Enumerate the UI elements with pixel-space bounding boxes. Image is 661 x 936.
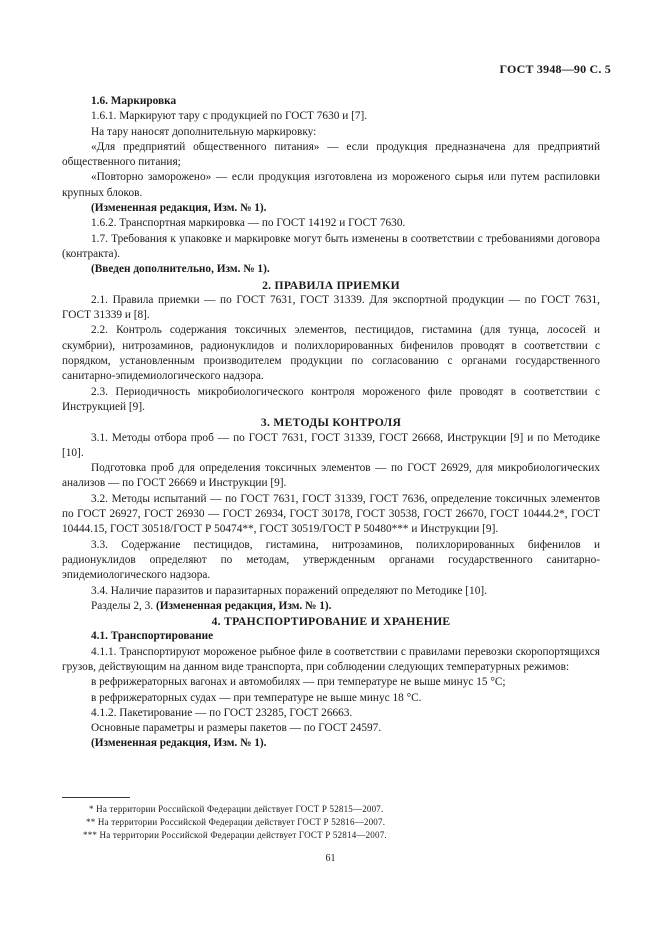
paragraph: 4.1.2. Пакетирование — по ГОСТ 23285, ГОСТ 26663. [91,706,353,719]
paragraph: 3.1. Методы отбора проб — по ГОСТ 7631, ГОСТ 31339, ГОСТ 26668, Инструкции [9] и по Методике [10]. [62,431,600,459]
document-body [62,94,600,752]
paragraph: 1.6.1. Маркируют тару с продукцией по ГОСТ 7630 и [7]. [91,110,368,123]
paragraph: в рефрижераторных судах — при температуре не выше минус 18 °С. [91,691,422,704]
paragraph: «Повторно заморожено» — если продукция изготовлена из мороженого сырья или путем распиловки крупных блоков. [62,171,600,199]
paragraph [62,599,600,614]
amendment-note: (Измененная редакция, Изм. № 1). [155,599,332,612]
amendment-note: (Измененная редакция, Изм. № 1). [91,737,267,750]
footnote: *** На территории Российской Федерации действует ГОСТ Р 52814—2007. [83,830,387,840]
section-title: 4. ТРАНСПОРТИРОВАНИЕ И ХРАНЕНИЕ [211,615,451,629]
running-header: ГОСТ 3948—90 С. 5 [499,62,611,76]
paragraph: 2.1. Правила приемки — по ГОСТ 7631, ГОСТ 31339. Для экспортной продукции — по ГОСТ 7631, ГОСТ 31339 и [8]. [62,293,600,322]
subsection-heading: 4.1. Транспортирование [91,630,214,643]
paragraph: 3.4. Наличие паразитов и паразитарных поражений определяют по Методике [10]. [91,584,487,597]
subsection-heading: 1.6. Маркировка [91,95,177,107]
footnote: ** На территории Российской Федерации действует ГОСТ Р 52816—2007. [86,817,386,827]
section-title: 2. ПРАВИЛА ПРИЕМКИ [262,278,400,292]
footnote-divider [62,797,130,798]
paragraph: 3.2. Методы испытаний — по ГОСТ 7631, ГОСТ 31339, ГОСТ 7636, определение токсичных элементов по ГОСТ 26927, ГОСТ 26930 — ГОСТ 26934, ГОСТ 30178, ГОСТ 30538, ГОСТ 26670, ГОСТ 10444.2*, ГОСТ 10444.15, ГОСТ 30518/ГОСТ Р 50474**, ГОСТ 30519/ГОСТ Р 50480*** и Инструкции [9]. [62,492,600,536]
paragraph: 1.6.2. Транспортная маркировка — по ГОСТ 14192 и ГОСТ 7630. [91,217,406,230]
paragraph: 2.3. Периодичность микробиологического контроля мороженого филе проводят в соответствии с Инструкцией [9]. [62,385,600,413]
paragraph: 1.7. Требования к упаковке и маркировке могут быть изменены в соответствии с требованиями договора (контракта). [62,232,600,260]
sections-reference: Разделы 2, 3. [91,599,156,612]
paragraph: 2.2. Контроль содержания токсичных элементов, пестицидов, гистамина (для тунца, лососей и скумбрии), нитрозаминов, радионуклидов и полихлорированных бифенилов проводят в соответствии с порядком, установленным производителем продукции по согласованию с органами государственного санитарно-эпидемиологического надзора. [62,324,600,383]
paragraph: Подготовка проб для определения токсичных элементов — по ГОСТ 26929, для микробиологических анализов — по ГОСТ 26669 и Инструкции [9]. [62,462,600,490]
paragraph: Основные параметры и размеры пакетов — по ГОСТ 24597. [91,722,382,735]
paragraph: в рефрижераторных вагонах и автомобилях — при температуре не выше минус 15 °С; [91,676,506,689]
section-title: 3. МЕТОДЫ КОНТРОЛЯ [260,416,402,430]
paragraph: «Для предприятий общественного питания» — если продукция предназначена для предприятий общественного питания; [62,140,600,169]
page-number: 61 [325,853,336,864]
paragraph: 4.1.1. Транспортируют мороженое рыбное филе в соответствии с правилами перевозки скоропортящихся грузов, действующим на данном виде транспорта, при соблюдении следующих температурных режимов: [62,645,600,673]
amendment-note: (Измененная редакция, Изм. № 1). [91,202,267,215]
paragraph: На тару наносят дополнительную маркировку: [91,125,317,138]
footnote: * На территории Российской Федерации действует ГОСТ Р 52815—2007. [89,804,384,814]
amendment-note: (Введен дополнительно, Изм. № 1). [91,263,270,276]
paragraph: 3.3. Содержание пестицидов, гистамина, нитрозаминов, полихлорированных бифенилов и радионуклидов определяют по методам, утвержденным органами государственного санитарно-эпидемиологического надзора. [62,538,600,582]
footnotes [62,803,600,842]
